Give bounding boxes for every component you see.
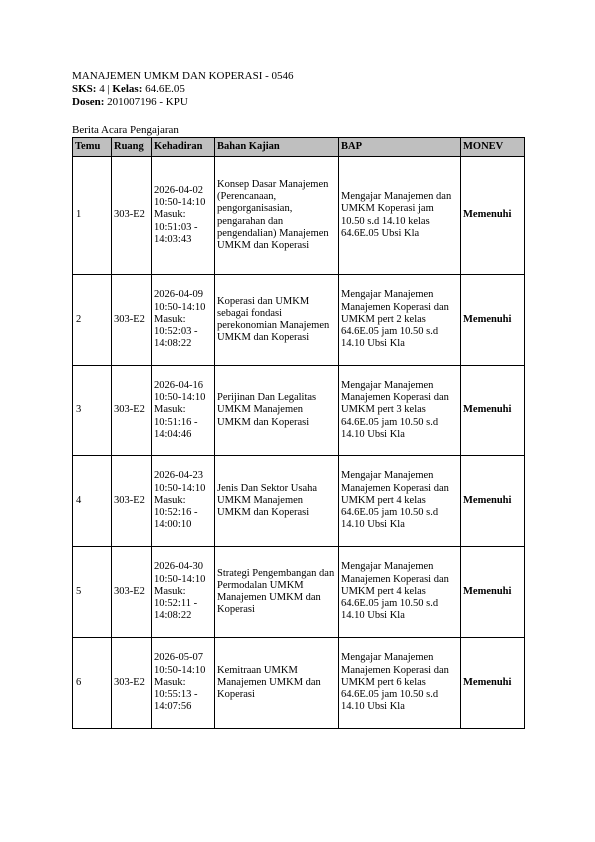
cell-temu: 2	[73, 275, 112, 366]
sks-label: SKS:	[72, 83, 97, 95]
table-row	[73, 456, 525, 547]
cell-temu: 3	[73, 366, 112, 456]
table-row	[73, 157, 525, 275]
cell-temu: 1	[73, 157, 112, 275]
cell-bahan-kajian: Perijinan Dan Legalitas UMKM Manajemen UMKM dan Koperasi	[215, 366, 339, 456]
sks-value: 4	[99, 83, 105, 95]
cell-bap: Mengajar Manajemen Manajemen Koperasi dan UMKM pert 4 kelas 64.6E.05 jam 10.50 s.d 14.10 Ubsi Kla	[339, 456, 461, 547]
teaching-log-table	[72, 137, 525, 729]
cell-bap: Mengajar Manajemen dan UMKM Koperasi jam 10.50 s.d 14.10 kelas 64.6E.05 Ubsi Kla	[339, 157, 461, 275]
table-header-row	[73, 138, 525, 157]
cell-bap: Mengajar Manajemen Manajemen Koperasi dan UMKM pert 3 kelas 64.6E.05 jam 10.50 s.d 14.10 Ubsi Kla	[339, 366, 461, 456]
header-bahan-kajian: Bahan Kajian	[215, 138, 339, 157]
cell-kehadiran: 2026-04-30 10:50-14:10 Masuk: 10:52:11 - 14:08:22	[152, 547, 215, 638]
lecturer-line	[72, 96, 524, 109]
cell-ruang: 303-E2	[112, 456, 152, 547]
table-row	[73, 366, 525, 456]
course-title: MANAJEMEN UMKM DAN KOPERASI - 0546	[72, 70, 294, 82]
cell-kehadiran: 2026-04-16 10:50-14:10 Masuk: 10:51:16 - 14:04:46	[152, 366, 215, 456]
course-meta-line: SKS: 4 | Kelas: 64.6E.05	[72, 83, 185, 95]
cell-ruang: 303-E2	[112, 638, 152, 729]
cell-kehadiran: 2026-04-09 10:50-14:10 Masuk: 10:52:03 - 14:08:22	[152, 275, 215, 366]
cell-kehadiran: 2026-05-07 10:50-14:10 Masuk: 10:55:13 - 14:07:56	[152, 638, 215, 729]
cell-monev: Memenuhi	[461, 638, 525, 729]
header-temu: Temu	[73, 138, 112, 157]
table-row	[73, 275, 525, 366]
dosen-value: 201007196 - KPU	[107, 96, 188, 108]
cell-monev: Memenuhi	[461, 157, 525, 275]
table-row	[73, 547, 525, 638]
dosen-label: Dosen:	[72, 96, 105, 108]
cell-bahan-kajian: Koperasi dan UMKM sebagai fondasi perekonomian Manajemen UMKM dan Koperasi	[215, 275, 339, 366]
cell-bahan-kajian: Strategi Pengembangan dan Permodalan UMKM Manajemen UMKM dan Koperasi	[215, 547, 339, 638]
table-row	[73, 638, 525, 729]
cell-monev: Memenuhi	[461, 547, 525, 638]
cell-ruang: 303-E2	[112, 275, 152, 366]
cell-monev: Memenuhi	[461, 366, 525, 456]
kelas-label: Kelas:	[112, 83, 143, 95]
cell-ruang: 303-E2	[112, 366, 152, 456]
cell-kehadiran: 2026-04-23 10:50-14:10 Masuk: 10:52:16 - 14:00:10	[152, 456, 215, 547]
header-bap: BAP	[339, 138, 461, 157]
cell-ruang: 303-E2	[112, 157, 152, 275]
header-kehadiran: Kehadiran	[152, 138, 215, 157]
section-title: Berita Acara Pengajaran	[72, 124, 179, 136]
header-ruang: Ruang	[112, 138, 152, 157]
cell-temu: 6	[73, 638, 112, 729]
cell-ruang: 303-E2	[112, 547, 152, 638]
cell-bap: Mengajar Manajemen Manajemen Koperasi dan UMKM pert 4 kelas 64.6E.05 jam 10.50 s.d 14.10 Ubsi Kla	[339, 547, 461, 638]
kelas-value: 64.6E.05	[145, 83, 185, 95]
cell-bahan-kajian: Kemitraan UMKM Manajemen UMKM dan Koperasi	[215, 638, 339, 729]
cell-bahan-kajian: Konsep Dasar Manajemen (Perencanaan, pengorganisasian, pengarahan dan pengendalian) Manajemen UMKM dan Koperasi	[215, 157, 339, 275]
cell-bap: Mengajar Manajemen Manajemen Koperasi dan UMKM pert 6 kelas 64.6E.05 jam 10.50 s.d 14.10 Ubsi Kla	[339, 638, 461, 729]
cell-kehadiran: 2026-04-02 10:50-14:10 Masuk: 10:51:03 - 14:03:43	[152, 157, 215, 275]
cell-bahan-kajian: Jenis Dan Sektor Usaha UMKM Manajemen UMKM dan Koperasi	[215, 456, 339, 547]
cell-monev: Memenuhi	[461, 275, 525, 366]
cell-monev: Memenuhi	[461, 456, 525, 547]
cell-temu: 5	[73, 547, 112, 638]
cell-bap: Mengajar Manajemen Manajemen Koperasi dan UMKM pert 2 kelas 64.6E.05 jam 10.50 s.d 14.10 Ubsi Kla	[339, 275, 461, 366]
document-page	[72, 70, 524, 729]
header-monev: MONEV	[461, 138, 525, 157]
cell-temu: 4	[73, 456, 112, 547]
